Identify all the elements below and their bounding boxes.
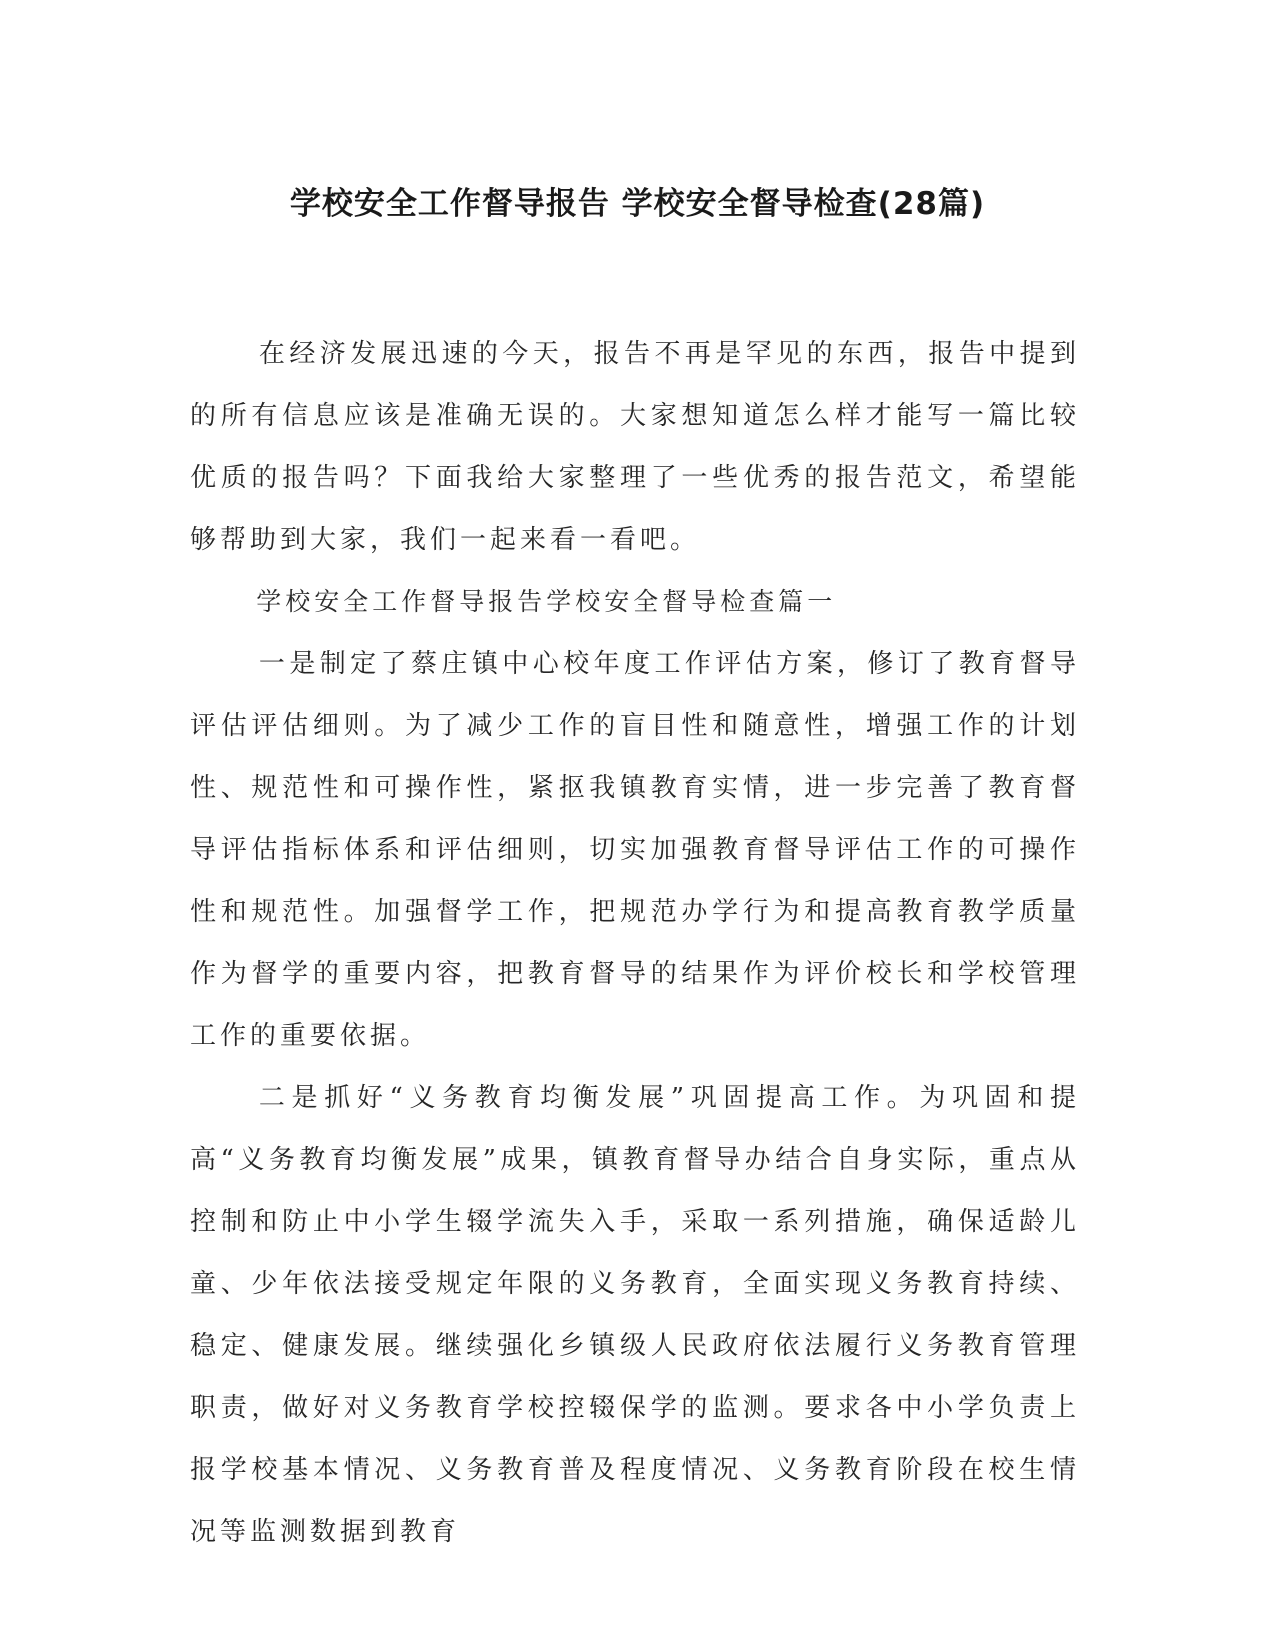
document-body <box>190 323 1080 1563</box>
body-paragraph-2: 二是抓好“义务教育均衡发展”巩固提高工作。为巩固和提高“义务教育均衡发展”成果，镇教育督导办结合自身实际，重点从控制和防止中小学生辍学流失入手，采取一系列措施，确保适龄儿童、少年依法接受规定年限的义务教育，全面实现义务教育持续、稳定、健康发展。继续强化乡镇级人民政府依法履行义务教育管理职责，做好对义务教育学校控辍保学的监测。要求各中小学负责上报学校基本情况、义务教育普及程度情况、义务教育阶段在校生情况等监测数据到教育 <box>190 1083 1080 1547</box>
intro-paragraph: 在经济发展迅速的今天，报告不再是罕见的东西，报告中提到的所有信息应该是准确无误的。大家想知道怎么样才能写一篇比较优质的报告吗？下面我给大家整理了一些优秀的报告范文，希望能够帮助到大家，我们一起来看一看吧。 <box>190 339 1080 555</box>
document-title: 学校安全工作督导报告 学校安全督导检查(28篇) <box>289 186 986 222</box>
section-heading: 学校安全工作督导报告学校安全督导检查篇一 <box>256 587 837 616</box>
body-paragraph-1: 一是制定了蔡庄镇中心校年度工作评估方案，修订了教育督导评估评估细则。为了减少工作的盲目性和随意性，增强工作的计划性、规范性和可操作性，紧抠我镇教育实情，进一步完善了教育督导评估指标体系和评估细则，切实加强教育督导评估工作的可操作性和规范性。加强督学工作，把规范办学行为和提高教育教学质量作为督学的重要内容，把教育督导的结果作为评价校长和学校管理工作的重要依据。 <box>190 649 1080 1051</box>
